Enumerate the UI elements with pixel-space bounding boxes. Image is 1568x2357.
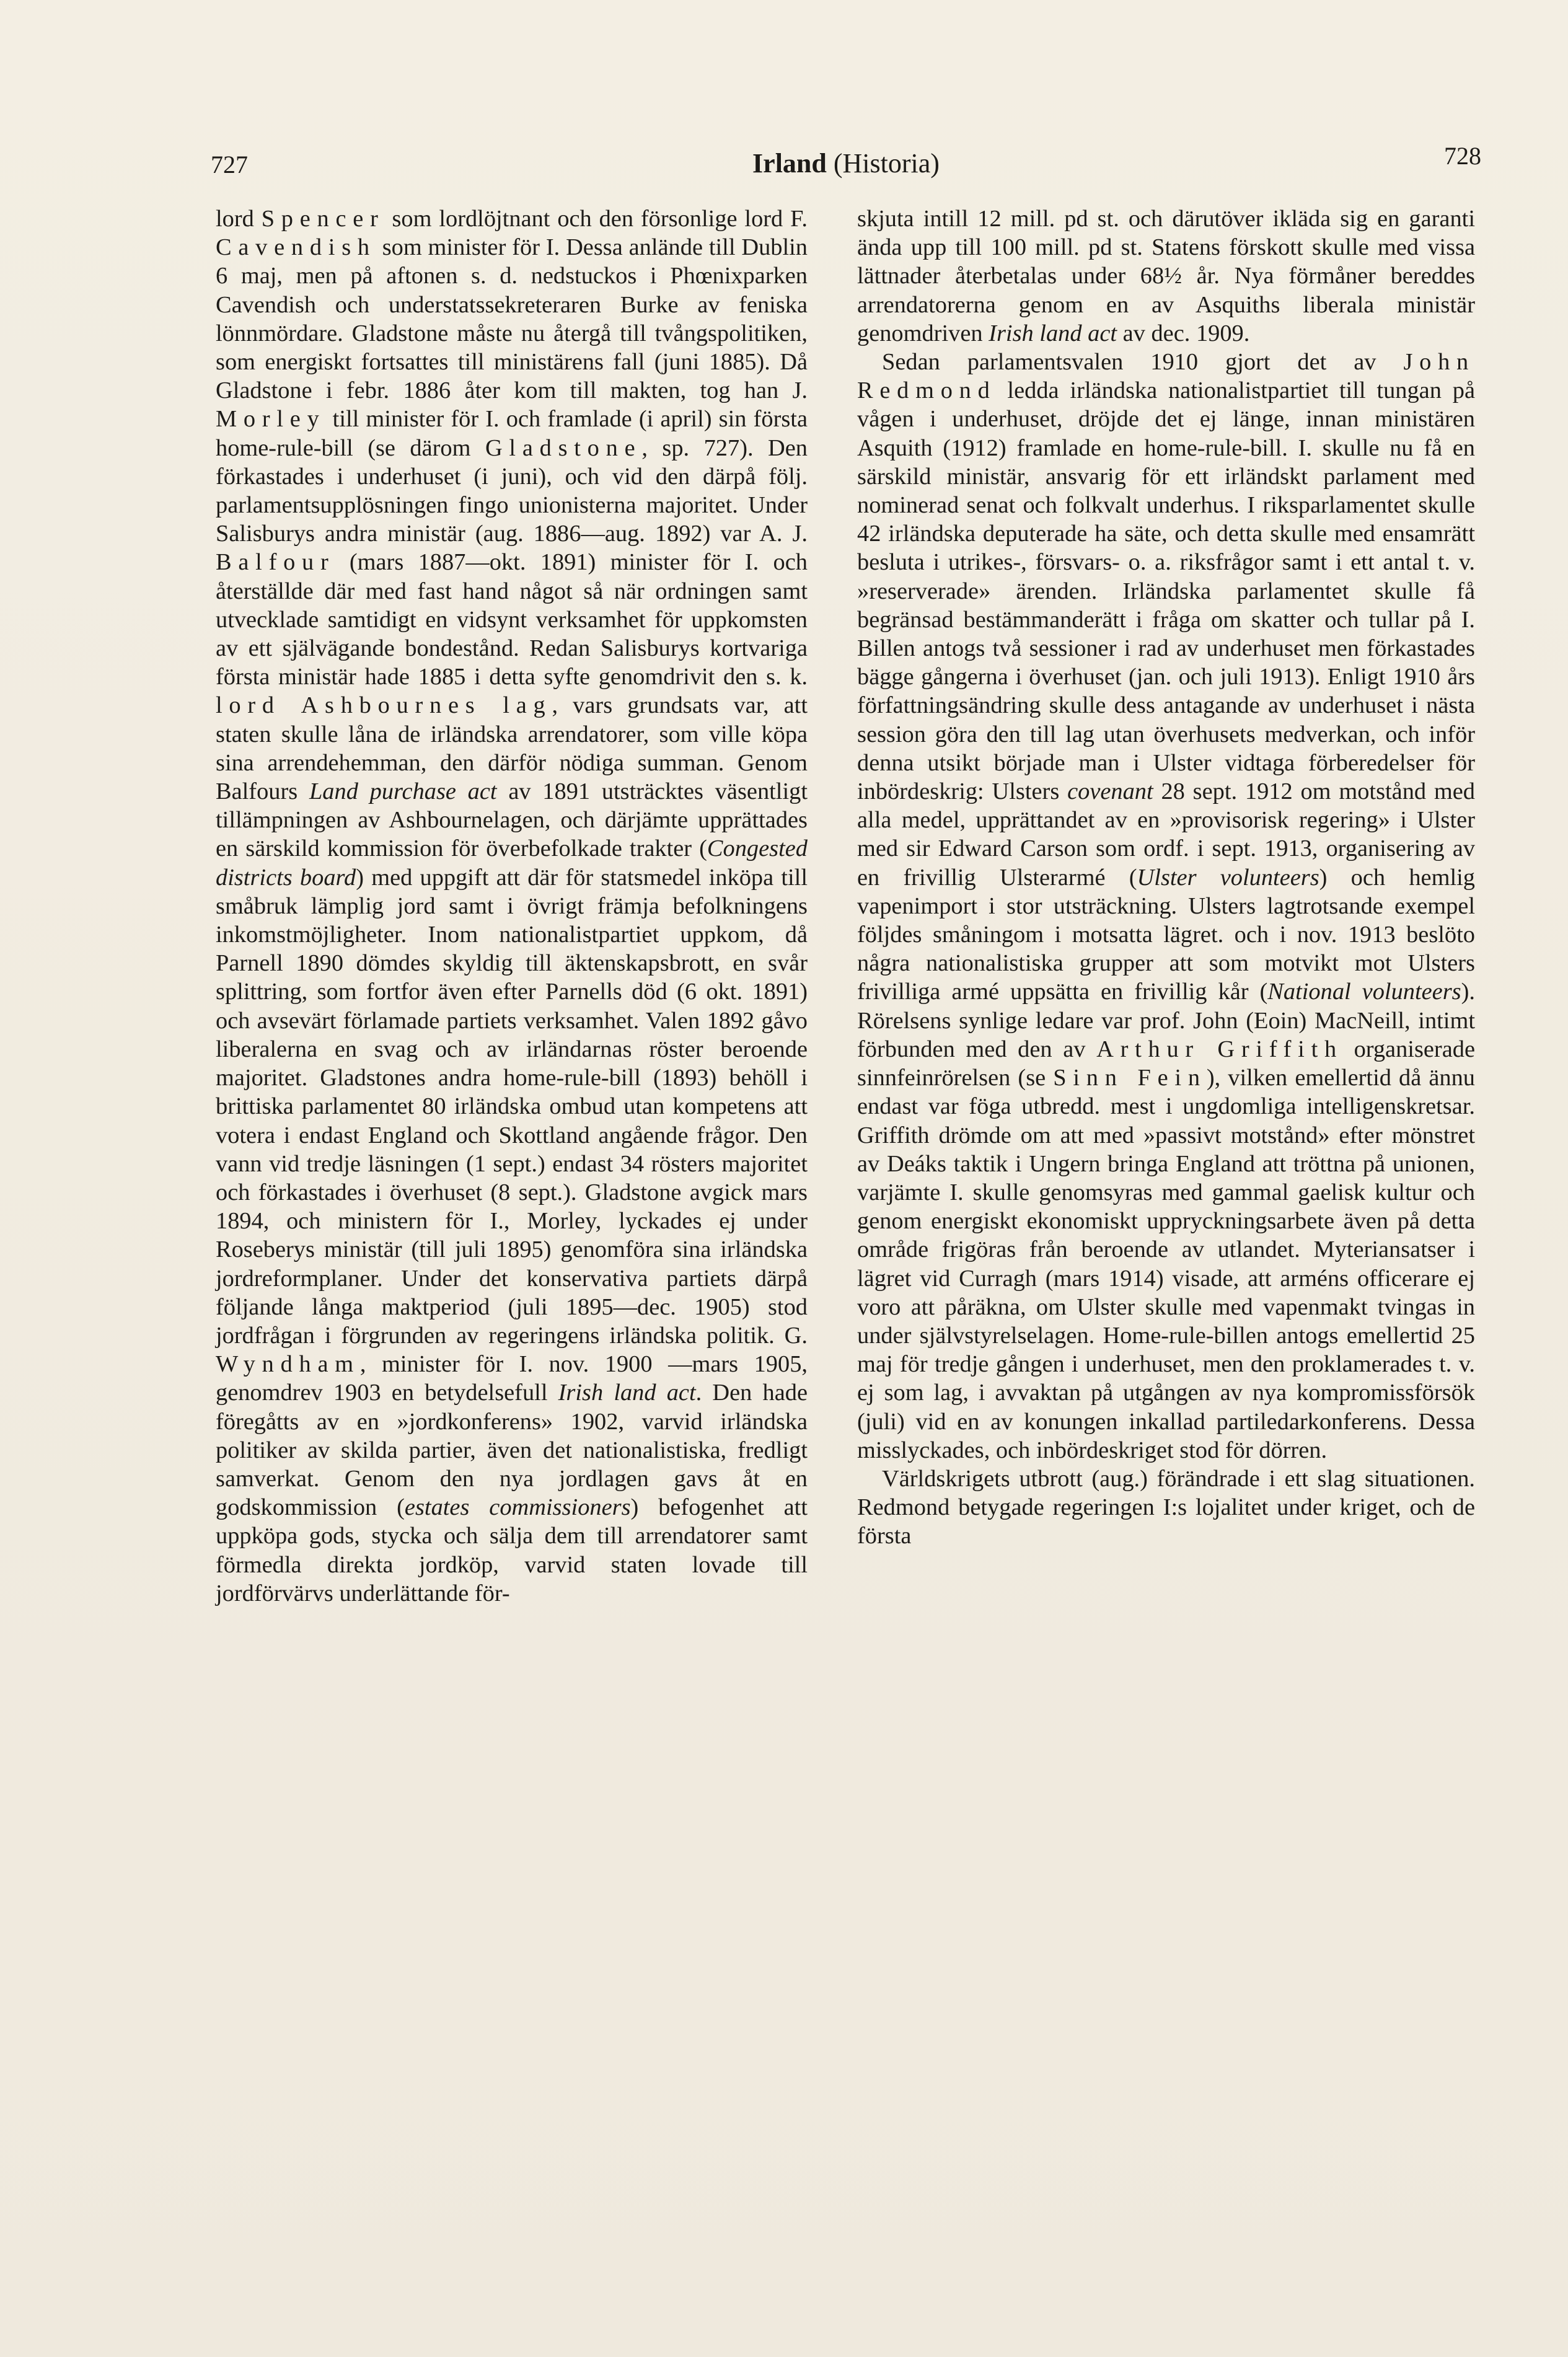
- spaced-name: Gladstone: [485, 434, 642, 461]
- paragraph: [216, 205, 808, 1608]
- running-title-sub: (Historia): [833, 148, 940, 178]
- italic-term: Ulster volunteers: [1137, 864, 1319, 891]
- text-run: ) befogenhet att uppköpa gods, stycka och sälja dem till arrendatorer samt förmedla direkta jordköp, varvid staten lovade till jordförvärvs underlättande för-: [216, 1494, 808, 1606]
- paragraph: [857, 348, 1475, 1465]
- text-run: 28 sept. 1912 om motstånd med alla medel, upprättandet av en »provisorisk regering» i Ulster med sir Edward Carson som ordf. i sept. 1913, organisering av en frivillig Ulsterarmé (: [857, 778, 1475, 891]
- text-run: av dec. 1909.: [1117, 320, 1250, 346]
- text-run: , sp. 727). Den förkastades i underhuset (i juni), och vid den därpå följ. parlamentsupplösningen fingo unionisterna majoritet. Under Salisburys andra ministär (aug. 1886—aug. 1892) var A. J.: [216, 434, 808, 547]
- italic-term: covenant: [1067, 778, 1153, 805]
- spaced-name: Arthur Griffith: [1096, 1036, 1343, 1062]
- text-run: av 1891 utsträcktes väsentligt tillämpningen av Ashbournelagen, och därjämte upprättades en särskild kommission för överbefolkade trakter (: [216, 778, 808, 862]
- text-run: skjuta intill 12 mill. pd st. och därutöver ikläda sig en garanti ända upp till 100 mill. pd st. Statens förskott skulle med vissa lättnader återbetalas under 68½ år. Nya förmåner bereddes arrendatorerna genom en av Asquiths liberala ministär genomdriven: [857, 206, 1475, 346]
- spaced-name: Wyndham: [216, 1351, 360, 1378]
- italic-term: Land purchase act: [309, 778, 497, 805]
- spaced-name: Spencer: [261, 206, 385, 232]
- italic-term: Irish land act: [989, 320, 1117, 346]
- text-run: lord: [216, 206, 262, 232]
- paragraph: Världskrigets utbrott (aug.) förändrade i ett slag situationen. Redmond betygade regeringen I:s lojalitet under kriget, och de första: [857, 1465, 1475, 1549]
- italic-term: Congested districts board: [216, 835, 808, 891]
- text-run: Sedan parlamentsvalen 1910 gjort det av: [882, 349, 1404, 376]
- text-run: ) och hemlig vapenimport i stor utsträckning. Ulsters lagtrotsande exempel följdes småningom i motsatta lägret. och i nov. 1913 beslöto några nationalistiska grupper att som motvikt mot Ulsters frivilliga armé uppsätta en frivillig kår (: [857, 864, 1475, 1005]
- spaced-name: Balfour: [216, 549, 335, 576]
- italic-term: National volunteers: [1267, 979, 1461, 1005]
- text-run: som lordlöjtnant och den försonlige lord F.: [384, 206, 808, 232]
- text-run: , minister för I. nov. 1900 —mars 1905, genomdrev 1903 en betydelsefull: [216, 1351, 808, 1406]
- italic-term: estates commissioners: [404, 1494, 631, 1521]
- italic-term: Irish land act: [558, 1380, 696, 1406]
- text-run: . Den hade föregåtts av en »jordkonferens» 1902, varvid irländska politiker av skilda partier, även det nationalistiska, fredligt samverkat. Genom den nya jordlagen gavs åt en godskommission (: [216, 1380, 808, 1521]
- text-run: ). Rörelsens synlige ledare var prof. John (Eoin) MacNeill, intimt förbunden med den av: [857, 979, 1475, 1062]
- column-right: [857, 205, 1475, 1551]
- page-number-right: 728: [1444, 142, 1481, 170]
- spaced-name: Sinn Fein: [1053, 1065, 1207, 1091]
- text-run: som minister för I. Dessa anlände till Dublin 6 maj, men på aftonen s. d. nedstuckos i Phœnixparken Cavendish och understatssekreteraren Burke av feniska lönnmördare. Gladstone måste nu återgå till tvångspolitiken, som energiskt fortsattes till ministärens fall (juni 1885). Då Gladstone i febr. 1886 åter kom till makten, tog han J.: [216, 234, 808, 404]
- text-run: till minister för I. och framlade (i april) sin första home-rule-bill (se därom: [216, 406, 808, 461]
- text-run: ), vilken emellertid då ännu endast var föga utbredd. mest i ungdomliga intelligenskretsar. Griffith drömde om att med »passivt motstånd» efter mönstret av Deáks taktik i Ungern bringa England att tröttna på unionen, varjämte I. skulle genomsyras med gammal gaelisk kultur och genom energiskt ekonomiskt uppryckningsarbete även på detta område frigöras från beroende av utlandet. Myteriansatser i lägret vid Curragh (mars 1914) visade, att arméns officerare ej voro att påräkna, om Ulster skulle med vapenmakt tvingas in under självstyrelselagen. Home-rule-billen antogs emellertid 25 maj för tredje gången i underhuset, men den proklamerades t. v. ej som lag, i avvaktan på utgången av nya kompromissförsök (juli) vid en av konungen inkallad partiledarkonferens. Dessa misslyckades, och inbördeskriget stod för dörren.: [857, 1065, 1476, 1463]
- text-run: (mars 1887—okt. 1891) minister för I. och återställde där med fast hand något så när ordningen samt utvecklade samtidigt en vidsynt verksamhet för uppkomsten av ett självägande bondestånd. Redan Salisburys kortvariga första ministär hade 1885 i detta syfte genomdrivit den s. k.: [216, 549, 808, 690]
- page-header: [211, 141, 1481, 185]
- spaced-name: Morley: [216, 406, 326, 433]
- spaced-name: lord Ashbournes lag: [216, 692, 552, 719]
- column-left: [216, 205, 808, 1608]
- spaced-name: Cavendish: [216, 234, 376, 261]
- text-run: organiserade sinnfeinrörelsen (se: [857, 1036, 1475, 1091]
- text-run: ) med uppgift att där för statsmedel inköpa till småbruk lämplig jord samt i övrigt främja befolkningens inkomstmöjligheter. Inom nationalistpartiet uppkom, då Parnell 1890 dömdes skyldig till äktenskapsbrott, en svår splittring, som fortfor även efter Parnells död (6 okt. 1891) och avsevärt förlamade partiets verksamhet. Valen 1892 gåvo liberalerna en svag och av irländarnas röster beroende majoritet. Gladstones andra home-rule-bill (1893) behöll i brittiska parlamentet 80 irländska ombud utan kompetens att votera i endast England och Skottland angående frågor. Den vann vid tredje läsningen (1 sept.) endast 34 rösters majoritet och förkastades i överhuset (8 sept.). Gladstone avgick mars 1894, och ministern för I., Morley, lyckades ej under Roseberys ministär (till juli 1895) genomföra sina irländska jordreformplaner. Under det konservativa partiets därpå följande långa maktperiod (juli 1895—dec. 1905) stod jordfrågan i förgrunden av regeringens irländska politik. G.: [216, 864, 808, 1349]
- paragraph: [857, 205, 1475, 348]
- text-run: , vars grundsats var, att staten skulle låna de irländska arrendatorer, som ville köpa sina arrendehemman, den därför nödiga summan. Genom Balfours: [216, 692, 808, 805]
- running-title-main: Irland: [752, 148, 827, 178]
- page-number-left: 727: [211, 151, 248, 178]
- spaced-name: John Redmond: [857, 349, 1475, 404]
- text-run: ledda irländska nationalistpartiet till tungan på vågen i underhuset, dröjde det ej länge, innan ministären Asquith (1912) framlade en home-rule-bill. I. skulle nu få en särskild ministär, ansvarig för ett irländskt parlament med nominerad senat och folkvalt underhus. I riksparlamentet skulle 42 irländska deputerade ha säte, och detta skulle med ensamrätt besluta i utrikes-, försvars- o. a. riksfrågor samt i ett antal t. v. »reserverade» ärenden. Irländska parlamentet skulle få begränsad bestämmanderätt i fråga om skatter och tullar på I. Billen antogs två sessioner i rad av underhuset men förkastades bägge gångerna i överhuset (jan. och juli 1913). Enligt 1910 års författningsändring skulle dess antagande av underhuset i nästa session göra den till lag utan överhusets medverkan, och inför denna utsikt började man i Ulster vidtaga förberedelser för inbördeskrig: Ulsters: [857, 377, 1475, 805]
- running-title: [211, 148, 1481, 179]
